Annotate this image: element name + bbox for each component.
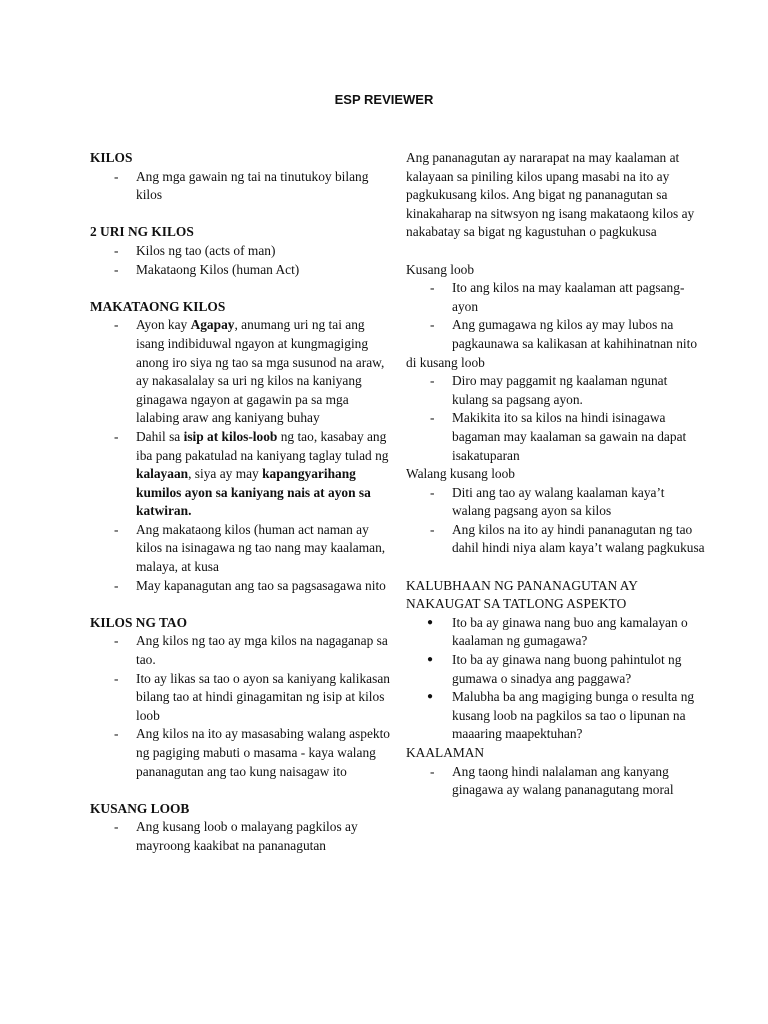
list-item xyxy=(90,818,390,855)
uri-list xyxy=(90,242,390,279)
list-item-text: Ito ang kilos na may kaalaman att pagsang-ayon xyxy=(452,280,685,314)
list-item xyxy=(90,725,390,781)
list-item-text: Ang makataong kilos (human act naman ay kilos na isinagawa ng tao nang may kaalaman, malaya, at kusa xyxy=(136,521,386,575)
section-heading-kalubhaan: KALUBHAAN NG PANANAGUTAN AY NAKAUGAT SA TATLONG ASPEKTO xyxy=(406,577,638,612)
section-heading-uri: 2 URI NG KILOS xyxy=(90,224,194,240)
list-item-text: Ito ba ay ginawa nang buong pahintulot ng gumawa o sinadya ang paggawa? xyxy=(452,652,682,686)
list-item xyxy=(406,763,706,800)
dash-marker: - xyxy=(114,521,119,537)
list-item xyxy=(406,688,706,744)
dash-marker: - xyxy=(114,168,119,184)
text-run: Ayon kay xyxy=(136,317,191,333)
list-item-text: Ang kilos na ito ay hindi pananagutan ng tao dahil hindi niya alam kaya’t walang pagkukusa xyxy=(452,521,705,556)
text-run: ng tao, kasabay ang iba pang pakatulad na kaniyang taglay tulad ng xyxy=(136,428,389,463)
dash-marker: - xyxy=(114,726,119,742)
section-heading-kaalaman: KAALAMAN xyxy=(406,745,485,760)
page-title: ESP REVIEWER xyxy=(334,92,434,107)
list-item-text: Makikita ito sa kilos na hindi isinagawa bagaman may kaalaman sa gawain na dapat isakatuparan xyxy=(452,410,687,463)
list-item xyxy=(90,428,390,521)
bullet-icon: ● xyxy=(427,691,434,703)
list-item-text: Ang gumagawa ng kilos ay may lubos na pagkaunawa sa kalikasan at kahihinatnan nito xyxy=(452,317,698,351)
bullet-icon: ● xyxy=(427,616,434,628)
list-item xyxy=(406,484,706,521)
list-item-text: Malubha ba ang magiging bunga o resulta ng kusang loob na pagkilos sa tao o lipunan na maaaring maapektuhan? xyxy=(452,689,695,742)
section-heading-kusang-loob: KUSANG LOOB xyxy=(90,800,190,816)
bullet-icon: ● xyxy=(427,654,434,666)
list-item xyxy=(406,521,706,558)
left-column xyxy=(90,149,390,856)
kusang-loob-details xyxy=(406,279,706,353)
bold-text: kalayaan xyxy=(136,466,189,482)
list-item-text: Ang kusang loob o malayang pagkilos ay mayroong kaakibat na pananagutan xyxy=(136,819,358,853)
list-item-text: Kilos ng tao (acts of man) xyxy=(136,242,276,258)
dash-marker: - xyxy=(114,577,119,593)
dash-marker: - xyxy=(114,819,119,835)
list-item xyxy=(90,670,390,726)
dash-marker: - xyxy=(430,521,435,537)
label-di-kusang-loob: di kusang loob xyxy=(406,354,485,370)
dash-marker: - xyxy=(430,484,435,500)
kusang-loob-list xyxy=(90,818,390,855)
list-item xyxy=(406,651,706,688)
list-item-text: Ito ay likas sa tao o ayon sa kaniyang kalikasan bilang tao at hindi ginagamitan ng isip at kilos loob xyxy=(136,670,390,723)
dash-marker: - xyxy=(430,317,435,333)
list-item xyxy=(406,409,706,465)
list-item xyxy=(406,614,706,651)
list-item-text: Ang mga gawain ng tai na tinutukoy bilang kilos xyxy=(136,168,369,203)
intro-paragraph: Ang pananagutan ay nararapat na may kaalaman at kalayaan sa piniling kilos upang masabi na ito ay pagkukusang kilos. Ang bigat ng pananagutan sa kinakaharap na sitwsyon ng isang makataong kilos ay nakabatay sa bigat ng kagustuhan o pagkukusa xyxy=(406,150,695,240)
dash-marker: - xyxy=(114,633,119,649)
di-kusang-loob-details xyxy=(406,372,706,465)
section-heading-kilos: KILOS xyxy=(90,150,133,165)
dash-marker: - xyxy=(430,763,435,779)
dash-marker: - xyxy=(114,670,119,686)
dash-marker: - xyxy=(114,428,119,444)
bold-text: isip at kilos-loob xyxy=(183,428,278,444)
walang-kusang-loob-details xyxy=(406,484,706,558)
list-item xyxy=(90,521,390,577)
dash-marker: - xyxy=(430,410,435,426)
section-heading-makataong-kilos: MAKATAONG KILOS xyxy=(90,298,226,314)
dash-marker: - xyxy=(114,317,119,333)
makataong-kilos-list xyxy=(90,316,390,595)
label-kusang-loob: Kusang loob xyxy=(406,261,475,277)
kilos-ng-tao-list xyxy=(90,632,390,781)
bold-text: kapangyarihang kumilos ayon sa kaniyang nais at ayon sa katwiran. xyxy=(136,466,371,519)
kaalaman-list xyxy=(406,763,706,800)
list-item-text: Makataong Kilos (human Act) xyxy=(136,261,300,277)
dash-marker: - xyxy=(430,280,435,296)
list-item xyxy=(406,316,706,353)
list-item xyxy=(90,242,390,261)
list-item xyxy=(90,168,390,205)
list-item-text: Ang kilos na ito ay masasabing walang aspekto ng pagiging mabuti o masama - kaya walang pananagutan ang tao kung naisagaw ito xyxy=(136,726,390,779)
list-item xyxy=(90,261,390,280)
list-item-text: Ito ba ay ginawa nang buo ang kamalayan o kaalaman ng gumagawa? xyxy=(452,614,688,649)
dash-marker: - xyxy=(430,373,435,389)
text-run: , siya ay may xyxy=(188,466,263,482)
list-item xyxy=(406,279,706,316)
kilos-list xyxy=(90,168,390,205)
list-item xyxy=(90,577,390,596)
label-walang-kusang-loob: Walang kusang loob xyxy=(406,466,516,482)
kalubhaan-list xyxy=(406,614,706,744)
list-item-text: Ang taong hindi nalalaman ang kanyang ginagawa ay walang pananagutang moral xyxy=(452,763,674,798)
text-run: , anumang uri ng tai ang isang indibiduwal ngayon at kungmagiging anong iro siya ng tao sa mga susunod na araw, ay nakasalalay sa uri ng kilos na kaniyang ginagawa ngayon at gagawin pa sa mga lalabing araw ang kaniyang buhay xyxy=(136,317,385,426)
text-run: Dahil sa xyxy=(136,428,184,444)
list-item-text: Diti ang tao ay walang kaalaman kaya’t walang pagsang ayon sa kilos xyxy=(452,484,665,519)
list-item-text: Ang kilos ng tao ay mga kilos na nagaganap sa tao. xyxy=(136,633,388,668)
list-item-text: May kapanagutan ang tao sa pagsasagawa nito xyxy=(136,577,386,593)
list-item xyxy=(406,372,706,409)
dash-marker: - xyxy=(114,261,119,277)
bold-text: Agapay xyxy=(190,317,235,333)
list-item xyxy=(90,316,390,428)
right-column xyxy=(406,149,706,800)
list-item xyxy=(90,632,390,669)
list-item-text: Diro may paggamit ng kaalaman ngunat kulang sa pagsang ayon. xyxy=(452,373,668,407)
dash-marker: - xyxy=(114,242,119,258)
section-heading-kilos-ng-tao: KILOS NG TAO xyxy=(90,614,187,630)
